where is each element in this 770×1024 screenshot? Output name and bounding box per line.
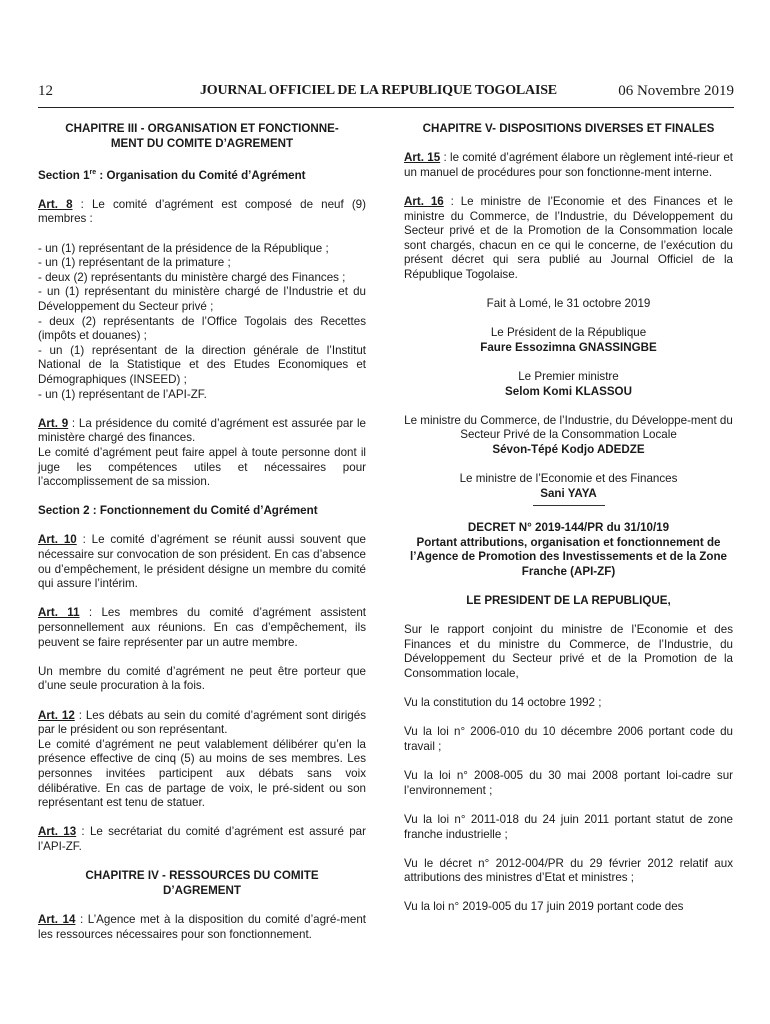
article-11-paragraph-2: Un membre du comité d’agrément ne peut être porteur que d’une seule procuration à la fois. bbox=[38, 664, 366, 693]
issue-date: 06 Novembre 2019 bbox=[618, 83, 734, 99]
article-14-label: Art. 14 bbox=[38, 912, 76, 926]
article-14 bbox=[38, 913, 366, 942]
left-column bbox=[38, 122, 366, 942]
article-13-text: : Le secrétariat du comité d’agrément est assuré par l’API-ZF. bbox=[38, 825, 366, 853]
list-item: - un (1) représentant de la présidence de la République ; bbox=[38, 241, 329, 255]
article-16-label: Art. 16 bbox=[404, 194, 444, 208]
section-1-sup: re bbox=[89, 168, 97, 176]
article-14-text: : L’Agence met à la disposition du comité d’agré-ment les ressources nécessaires pour son fonctionnement. bbox=[38, 912, 366, 941]
decree-number: DECRET N° 2019-144/PR du 31/10/19 bbox=[467, 521, 670, 535]
article-15 bbox=[404, 151, 733, 180]
list-item: - un (1) représentant de l’API-ZF. bbox=[38, 387, 207, 401]
article-13 bbox=[38, 825, 366, 854]
signature-commerce-role: Le ministre du Commerce, de l’Industrie, du Développe-ment du Secteur Privé de la Consommation Locale bbox=[404, 413, 733, 442]
list-item: - un (1) représentant du ministère chargé de l’Industrie et du Développement du Secteur privé ; bbox=[38, 285, 366, 313]
article-12 bbox=[38, 709, 366, 738]
article-9-label: Art. 9 bbox=[38, 416, 69, 430]
visa-item: Vu la loi n° 2008-005 du 30 mai 2008 portant loi-cadre sur l’environnement ; bbox=[404, 769, 733, 797]
visa-item: Sur le rapport conjoint du ministre de l’Economie et des Finances et du ministre du Commerce, de l’Industrie, du Développement du Secteur privé et de la Promotion de la Consommation locale, bbox=[404, 623, 733, 680]
section-2-heading: Section 2 : Fonctionnement du Comité d’Agrément bbox=[38, 504, 318, 518]
section-1-prefix: Section 1 bbox=[38, 168, 90, 182]
header-rule bbox=[38, 107, 734, 108]
president-heading: LE PRESIDENT DE LA REPUBLIQUE, bbox=[466, 594, 671, 607]
article-11-text: : Les membres du comité d’agrément assistent personnellement aux réunions. En cas d’empêchement, ils peuvent se faire représenter par un autre membre. bbox=[38, 606, 367, 649]
page-header bbox=[38, 83, 734, 103]
list-item: - un (1) représentant de la direction générale de l’Institut National de la Statistique et des Etudes Economiques et Démographiques (INSEED) ; bbox=[38, 343, 366, 386]
decree-title: Portant attributions, organisation et fonctionnement de l’Agence de Promotion des Investissements et de la Zone Franche (API-ZF) bbox=[410, 535, 727, 578]
article-9-text: : La présidence du comité d’agrément est assurée par le ministère chargé des finances. bbox=[38, 416, 366, 445]
article-8-label: Art. 8 bbox=[38, 197, 73, 211]
chapter-4-title-line2: D’AGREMENT bbox=[163, 883, 241, 897]
section-1-heading bbox=[38, 166, 366, 183]
article-9-paragraph-2: Le comité d’agrément peut faire appel à toute personne dont il juge les compétences utiles et nécessaires pour l’accomplissement de sa mission. bbox=[38, 445, 366, 489]
chapter-4-title-line1: CHAPITRE IV - RESSOURCES DU COMITE bbox=[85, 869, 319, 883]
article-8 bbox=[38, 198, 366, 227]
signature-finance-name: Sani YAYA bbox=[540, 486, 597, 500]
article-16-text: : Le ministre de l’Economie et des Finances et le ministre du Commerce, de l’Industrie, du Développement du Secteur privé et de la Promotion de la Consommation locale sont chargés, chacun en ce qui le concerne, de l’exécution du présent décret qui sera publié au Journal Officiel de la République Togolaise. bbox=[404, 194, 733, 281]
visa-item: Vu la loi n° 2006-010 du 10 décembre 2006 portant code du travail ; bbox=[404, 725, 733, 753]
article-10 bbox=[38, 533, 366, 591]
article-16 bbox=[404, 195, 733, 283]
visa-item: Vu la constitution du 14 octobre 1992 ; bbox=[404, 696, 602, 710]
page-number: 12 bbox=[38, 83, 53, 99]
article-11-label: Art. 11 bbox=[38, 606, 80, 620]
list-item: - un (1) représentant de la primature ; bbox=[38, 256, 231, 270]
signature-pm-role: Le Premier ministre bbox=[518, 370, 619, 384]
article-12-paragraph-2: Le comité d’agrément ne peut valablement délibérer qu’en la présence effective de cinq (5) au moins de ses membres. Les personnes invitées participent aux débats sans voix délibérative. En cas de partage de voix, le pré-sident ou son représentant est tenu de statuer. bbox=[38, 737, 366, 810]
article-10-label: Art. 10 bbox=[38, 533, 77, 547]
chapter-3-title-line1: CHAPITRE III - ORGANISATION ET FONCTIONNE- bbox=[65, 122, 339, 135]
list-item: - deux (2) représentants du ministère chargé des Finances ; bbox=[38, 270, 346, 284]
article-12-text: : Les débats au sein du comité d’agrément sont dirigés par le président ou son représentant. bbox=[38, 708, 366, 737]
article-15-label: Art. 15 bbox=[404, 151, 441, 165]
article-9 bbox=[38, 417, 366, 446]
chapter-3-title-line2: MENT DU COMITE D’AGREMENT bbox=[110, 136, 294, 150]
section-1-rest: : Organisation du Comité d’Agrément bbox=[96, 168, 306, 182]
chapter-5-title: CHAPITRE V- DISPOSITIONS DIVERSES ET FINALES bbox=[422, 122, 715, 135]
signature-president-name: Faure Essozimna GNASSINGBE bbox=[480, 340, 657, 354]
signature-commerce-name: Sévon-Tépé Kodjo ADEDZE bbox=[492, 443, 645, 457]
signature-finance-role: Le ministre de l’Economie et des Finances bbox=[459, 472, 678, 486]
chapter-4-title bbox=[38, 869, 366, 898]
journal-title: JOURNAL OFFICIEL DE LA REPUBLIQUE TOGOLAISE bbox=[200, 83, 557, 98]
article-8-text: : Le comité d’agrément est composé de neuf (9) membres : bbox=[38, 197, 366, 226]
article-10-text: : Le comité d’agrément se réunit aussi souvent que nécessaire sur convocation de son président. En cas d’absence ou d’empêchement, le président désigne un membre du comité qui assure l’intérim. bbox=[38, 533, 366, 591]
article-8-list bbox=[38, 242, 366, 403]
article-11 bbox=[38, 606, 366, 650]
signature-pm-name: Selom Komi KLASSOU bbox=[505, 384, 632, 398]
signature-president-role: Le Président de la République bbox=[490, 326, 647, 340]
article-12-label: Art. 12 bbox=[38, 708, 75, 722]
done-at: Fait à Lomé, le 31 octobre 2019 bbox=[486, 297, 651, 311]
visa-item: Vu le décret n° 2012-004/PR du 29 février 2012 relatif aux attributions des ministres d’Etat et ministres ; bbox=[404, 856, 733, 885]
visa-item: Vu la loi n° 2011-018 du 24 juin 2011 portant statut de zone franche industrielle ; bbox=[404, 812, 733, 841]
list-item: - deux (2) représentants de l’Office Togolais des Recettes (impôts et douanes) ; bbox=[38, 314, 366, 343]
article-15-text: : le comité d’agrément élabore un règlement inté-rieur et un manuel de procédures pour son fonctionne-ment interne. bbox=[404, 151, 733, 179]
visa-item: Vu la loi n° 2019-005 du 17 juin 2019 portant code des bbox=[404, 900, 684, 914]
article-13-label: Art. 13 bbox=[38, 825, 77, 839]
right-column bbox=[404, 122, 733, 915]
chapter-3-title bbox=[38, 122, 366, 151]
